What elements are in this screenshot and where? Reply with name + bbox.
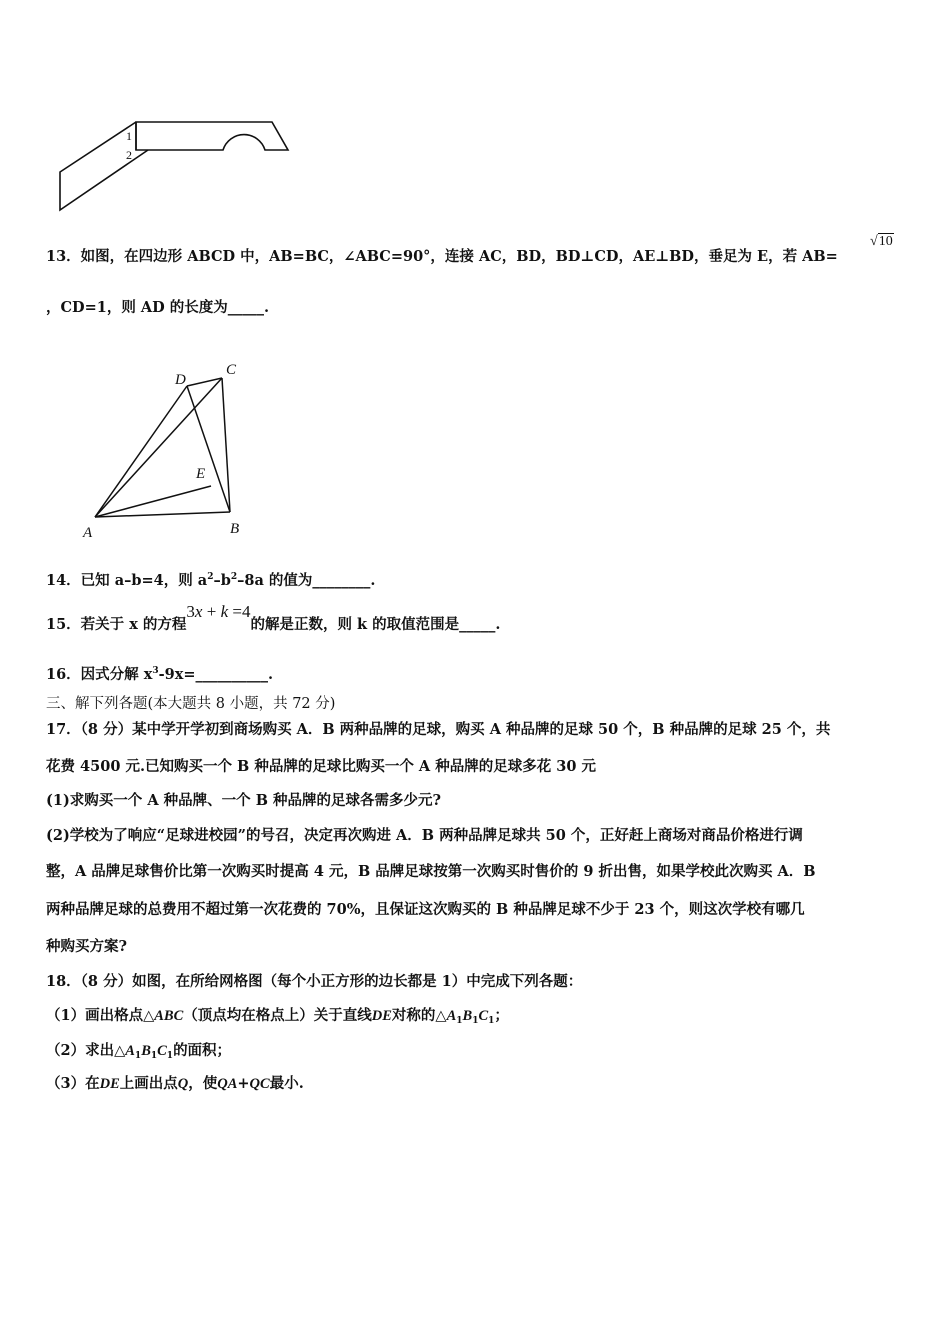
q15-equation (186, 602, 250, 621)
q17-part2-l1: (2)学校为了响应“足球进校园”的号召，决定再次购进 A．B 两种品牌足球共 50 个，正好赶上商场对商品价格进行调 (46, 827, 803, 844)
q18-p3-text-b: 上画出点 (119, 1075, 178, 1092)
q13-line2 (46, 298, 269, 318)
q18-p1-end: ； (494, 1007, 509, 1024)
q14 (46, 567, 375, 591)
label-c: C (226, 362, 237, 378)
q18-part3 (46, 1074, 304, 1094)
segment-ab (95, 512, 230, 517)
q13-sqrt (870, 234, 894, 250)
top-figure-strip (60, 122, 148, 210)
q18-p3-q: Q (177, 1076, 189, 1092)
q13-text-a: 13．如图，在四边形 ABCD 中，AB=BC，∠ABC=90°，连接 AC，BD，BD⊥CD，AE⊥BD，垂足为 E，若 AB= (46, 248, 838, 265)
q18-p2-sub-b: 1 (150, 1051, 158, 1061)
q13-text-b: ，CD=1，则 AD 的长度为_____. (46, 299, 270, 316)
q14-text-c: –8a 的值为________. (237, 572, 376, 589)
q16-text-b: -9x=__________. (158, 666, 274, 683)
label-a: A (83, 525, 93, 541)
q17-line2: 花费 4500 元.已知购买一个 B 种品牌的足球比购买一个 A 种品牌的足球多花 30 元 (46, 758, 596, 775)
q17-line1: 17．（8 分）某中学开学初到商场购买 A．B 两种品牌的足球，购买 A 种品牌的足球 50 个，B 种品牌的足球 25 个，共 (46, 721, 831, 738)
label-b: B (230, 521, 240, 537)
q16-sup: 3 (152, 666, 159, 676)
q17-part2-l2: 整，A 品牌足球售价比第一次购买时提高 4 元，B 品牌足球按第一次购买时售价的 9 折出售，如果学校此次购买 A．B (46, 863, 816, 880)
q18-p2-c1: C (157, 1043, 167, 1059)
q17-part2-l3: 两种品牌足球的总费用不超过第一次花费的 70%，且保证这次购买的 B 种品牌足球不少于 23 个，则这次学校有哪几 (46, 901, 805, 918)
top-figure-label-1: 1 (126, 129, 132, 143)
q18-part1 (46, 1006, 509, 1031)
q18-p2-end: 的面积； (173, 1042, 232, 1059)
q18-p1-sub-b: 1 (472, 1016, 479, 1026)
sqrt-symbol: √ (870, 234, 878, 249)
q14-text-a: 14．已知 a–b=4，则 a (46, 572, 208, 589)
section3-title: 三、解下列各题(本大题共 8 小题，共 72 分) (46, 696, 336, 712)
q15-eq-coef: 3 (186, 602, 195, 621)
q18-p1-de: DE (371, 1008, 392, 1024)
top-figure (50, 110, 300, 220)
q18-p3-text-a: （3）在 (46, 1075, 100, 1092)
q17-part2-l4: 种购买方案? (46, 938, 127, 955)
q15-eq-rhs: 4 (241, 602, 251, 621)
q18-p1-abc: ABC (154, 1008, 184, 1024)
q18-line1: 18．（8 分）如图，在所给网格图（每个小正方形的边长都是 1）中完成下列各题： (46, 973, 583, 990)
q17-part1: (1)求购买一个 A 种品牌、一个 B 种品牌的足球各需多少元? (46, 792, 442, 809)
q15 (46, 602, 501, 635)
q15-eq-k: k (220, 602, 229, 621)
q15-eq-equals: = (228, 602, 242, 621)
q18-p2-b1: B (141, 1043, 151, 1059)
q14-sup1: 2 (207, 572, 214, 582)
q14-text-b: –b (213, 572, 231, 589)
q18-p1-sub-c: 1 (488, 1016, 495, 1026)
q18-p2-sub-c: 1 (166, 1051, 174, 1061)
q15-eq-var: x (194, 602, 203, 621)
segment-da (95, 386, 187, 517)
segment-ac (95, 378, 222, 517)
label-e: E (196, 466, 206, 482)
q18-p1-c1: C (478, 1008, 489, 1024)
q18-p3-qa: QA (217, 1076, 238, 1092)
top-figure-shape (136, 122, 288, 150)
q16 (46, 661, 273, 685)
q13-sqrt-value: 10 (878, 234, 893, 249)
q18-part2 (46, 1041, 231, 1066)
q18-p2-text-a: （2）求出△ (46, 1042, 126, 1059)
q15-text-b: 的解是正数，则 k 的取值范围是_____. (250, 616, 501, 633)
q18-p1-text-c: 对称的△ (391, 1007, 447, 1024)
q18-p3-qc: QC (249, 1076, 270, 1092)
q13-line1 (46, 247, 838, 267)
q15-eq-plus: + (202, 602, 221, 621)
q13-figure (80, 355, 255, 545)
q18-p3-text-c: ，使 (188, 1075, 218, 1092)
q18-p3-plus: + (237, 1075, 250, 1092)
q18-p1-b1: B (462, 1008, 473, 1024)
q18-p1-sub-a: 1 (456, 1016, 463, 1026)
label-d: D (175, 372, 186, 388)
top-figure-label-2: 2 (126, 148, 132, 162)
segment-ae (95, 486, 211, 517)
q18-p1-text-b: （顶点均在格点上）关于直线 (183, 1007, 372, 1024)
q18-p1-text-a: （1）画出格点△ (46, 1007, 155, 1024)
q18-p3-end: 最小. (269, 1075, 304, 1092)
q18-p1-a1: A (446, 1008, 457, 1024)
q16-text-a: 16．因式分解 x (46, 666, 153, 683)
q18-p2-sub-a: 1 (134, 1051, 142, 1061)
q18-p2-a1: A (125, 1043, 135, 1059)
q14-sup2: 2 (230, 572, 238, 582)
q18-p3-de: DE (99, 1076, 120, 1092)
q15-text-a: 15．若关于 x 的方程 (46, 616, 187, 633)
